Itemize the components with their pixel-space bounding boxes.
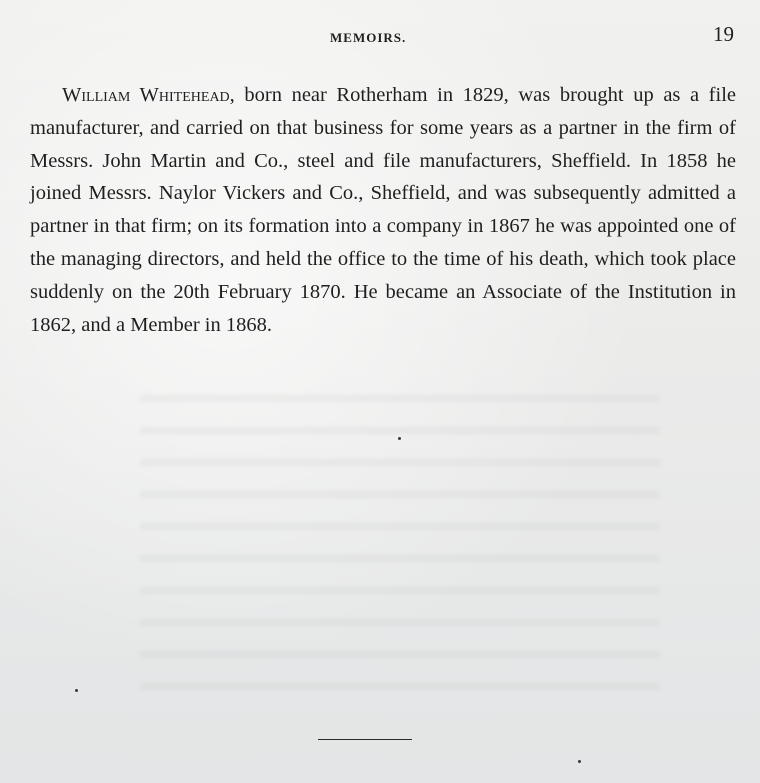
- end-rule: [318, 739, 412, 740]
- paper-speck: [398, 437, 401, 440]
- paper-speck: [578, 760, 581, 763]
- memoir-subject-name: William Whitehead: [62, 84, 230, 106]
- memoir-paragraph: [30, 79, 736, 341]
- memoir-body-text: , born near Rotherham in 1829, was brought up as a file manufacturer, and carried on that business for some years as a partner in the firm of Messrs. John Martin and Co., steel and file manufacturers, Sheffield. In 1858 he joined Messrs. Naylor Vickers and Co., Sheffield, and was subsequently admitted a partner in that firm; on its formation into a company in 1867 he was appointed one of the managing directors, and held the office to the time of his death, which took place suddenly on the 20th February 1870. He became an Associate of the Institution in 1862, and a Member in 1868.: [30, 84, 736, 336]
- page-header-title: MEMOIRS.: [330, 30, 407, 45]
- page-number: 19: [713, 22, 734, 46]
- running-head: [0, 22, 760, 46]
- paper-speck: [75, 689, 78, 692]
